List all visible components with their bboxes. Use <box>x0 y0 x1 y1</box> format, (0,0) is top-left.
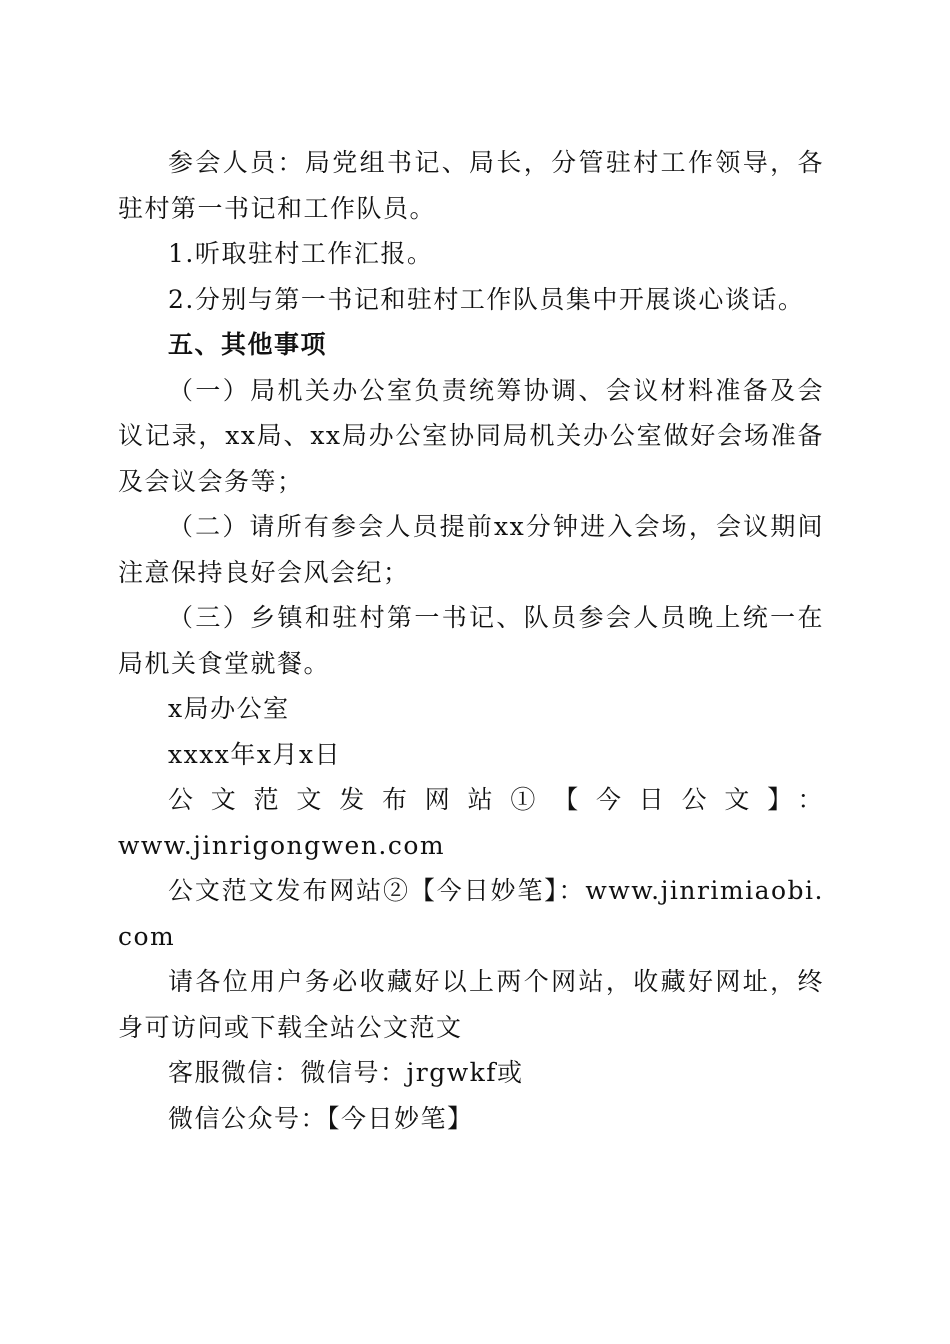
attendees-paragraph: 参会人员：局党组书记、局长，分管驻村工作领导，各驻村第一书记和工作队员。 <box>118 148 824 223</box>
footer-site-1-url: www.jinrigongwen.com <box>118 830 446 860</box>
agenda-item-2: 2.分别与第一书记和驻村工作队员集中开展谈心谈话。 <box>168 284 805 314</box>
agenda-item-1: 1.听取驻村工作汇报。 <box>168 239 434 268</box>
footer-site-2: 公文范文发布网站②【今日妙笔】：www.jinrimiaobi.com <box>118 876 824 951</box>
issuer-office: x局办公室 <box>168 694 290 723</box>
footer-wechat-service: 客服微信：微信号：jrgwkf或 <box>168 1058 524 1087</box>
other-matter-3: （三）乡镇和驻村第一书记、队员参会人员晚上统一在局机关食堂就餐。 <box>118 603 824 678</box>
other-matter-2: （二）请所有参会人员提前xx分钟进入会场，会议期间注意保持良好会风会纪； <box>118 512 824 587</box>
footer-wechat-public: 微信公众号：【今日妙笔】 <box>168 1103 474 1133</box>
issue-date: xxxx年x月x日 <box>168 739 342 769</box>
footer-bookmark-notice: 请各位用户务必收藏好以上两个网站，收藏好网址，终身可访问或下载全站公文范文 <box>118 967 824 1042</box>
document-body <box>118 140 824 1141</box>
footer-site-1-label: 公文范文发布网站①【今日公文】： <box>168 785 824 814</box>
section-heading-other-matters: 五、其他事项 <box>168 330 328 359</box>
other-matter-1: （一）局机关办公室负责统筹协调、会议材料准备及会议记录，xx局、xx局办公室协同局机关办公室做好会场准备及会议会务等； <box>118 375 824 496</box>
